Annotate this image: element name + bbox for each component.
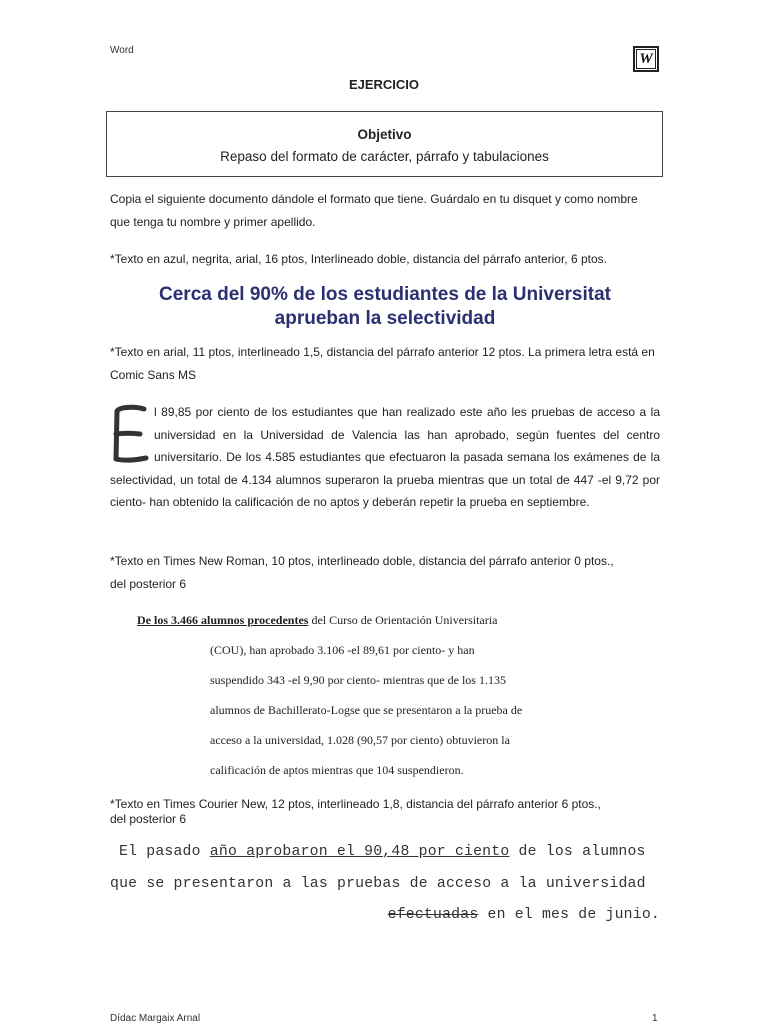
courier-line-2: que se presentaron a las pruebas de acceso a la universidad [110, 875, 646, 892]
courier-line-1 [110, 837, 660, 869]
times-first-line [137, 613, 497, 628]
objective-box [106, 111, 663, 177]
courier-line-1-end: de los alumnos [509, 844, 646, 860]
footer-page-number: 1 [652, 1013, 658, 1024]
intro-paragraph: Copia el siguiente documento dándole el formato que tiene. Guárdalo en tu disquet y como nombre que tenga tu nombre y primer apellido. [110, 192, 638, 229]
times-line: suspendido 343 -el 9,90 por ciento- mientras que de los 1.135 [210, 673, 506, 687]
times-underlined-phrase: De los 3.466 alumnos procedentes [137, 613, 309, 627]
objective-text: Repaso del formato de carácter, párrafo y tabulaciones [220, 149, 549, 164]
courier-underlined-phrase: año aprobaron el 90,48 por ciento [209, 844, 510, 860]
article-body: l 89,85 por ciento de los estudiantes que han realizado este año les pruebas de acceso a la universidad en la Universidad de Valencia las han aprobado, según fuentes del centro universitario. De los 4.585 estudiantes que efectuaron la pasada semana los exámenes de la selectividad, un total de 4.134 alumnos superaron la prueba mientras que un total de 447 -el 9,72 por ciento- han obtenido la calificación de no aptos y deberán repetir la prueba en septiembre. [110, 405, 660, 509]
word-logo-icon [633, 46, 659, 72]
word-logo-letter: W [636, 49, 656, 69]
page-title: EJERCICIO [348, 77, 420, 92]
headline-line-2: aprueban la selectividad [274, 308, 496, 329]
times-line: calificación de aptos mientras que 104 suspendieron. [210, 763, 464, 777]
format-note-4-line-2: del posterior 6 [110, 812, 187, 826]
format-note-3-line-2: del posterior 6 [110, 576, 187, 591]
courier-paragraph [110, 837, 660, 932]
courier-line-1-start: El pasado [119, 844, 210, 860]
format-note-3-line-1: *Texto en Times New Roman, 10 ptos, interlineado doble, distancia del párrafo anterior 0 ptos., [110, 554, 614, 568]
drop-cap-letter [110, 403, 152, 463]
format-note-3 [110, 550, 660, 595]
format-note-2: *Texto en arial, 11 ptos, interlineado 1,5, distancia del párrafo anterior 12 ptos. La primera letra está en Comic Sans MS [110, 345, 655, 382]
times-line: (COU), han aprobado 3.106 -el 89,61 por ciento- y han [210, 643, 475, 657]
courier-struck-word: efectuadas [387, 907, 479, 923]
objective-heading: Objetivo [357, 127, 412, 142]
headline [110, 283, 660, 331]
format-note-1: *Texto en azul, negrita, arial, 16 ptos, Interlineado doble, distancia del párrafo anterior, 6 ptos. [110, 252, 607, 266]
format-note-4-line-1: *Texto en Times Courier New, 12 ptos, interlineado 1,8, distancia del párrafo anterior 6 ptos., [110, 797, 601, 811]
courier-line-3-end: en el mes de junio. [478, 907, 660, 923]
format-note-4 [110, 797, 660, 827]
header-app-label: Word [110, 45, 134, 56]
article-paragraph [110, 401, 660, 514]
times-line: acceso a la universidad, 1.028 (90,57 por ciento) obtuvieron la [210, 733, 510, 747]
times-line: alumnos de Bachillerato-Logse que se presentaron a la prueba de [210, 703, 523, 717]
times-first-line-rest: del Curso de Orientación Universitaria [308, 613, 498, 627]
courier-line-3 [110, 900, 660, 932]
headline-line-1: Cerca del 90% de los estudiantes de la Universitat [159, 284, 611, 305]
footer-author: Dídac Margaix Arnal [110, 1013, 201, 1024]
